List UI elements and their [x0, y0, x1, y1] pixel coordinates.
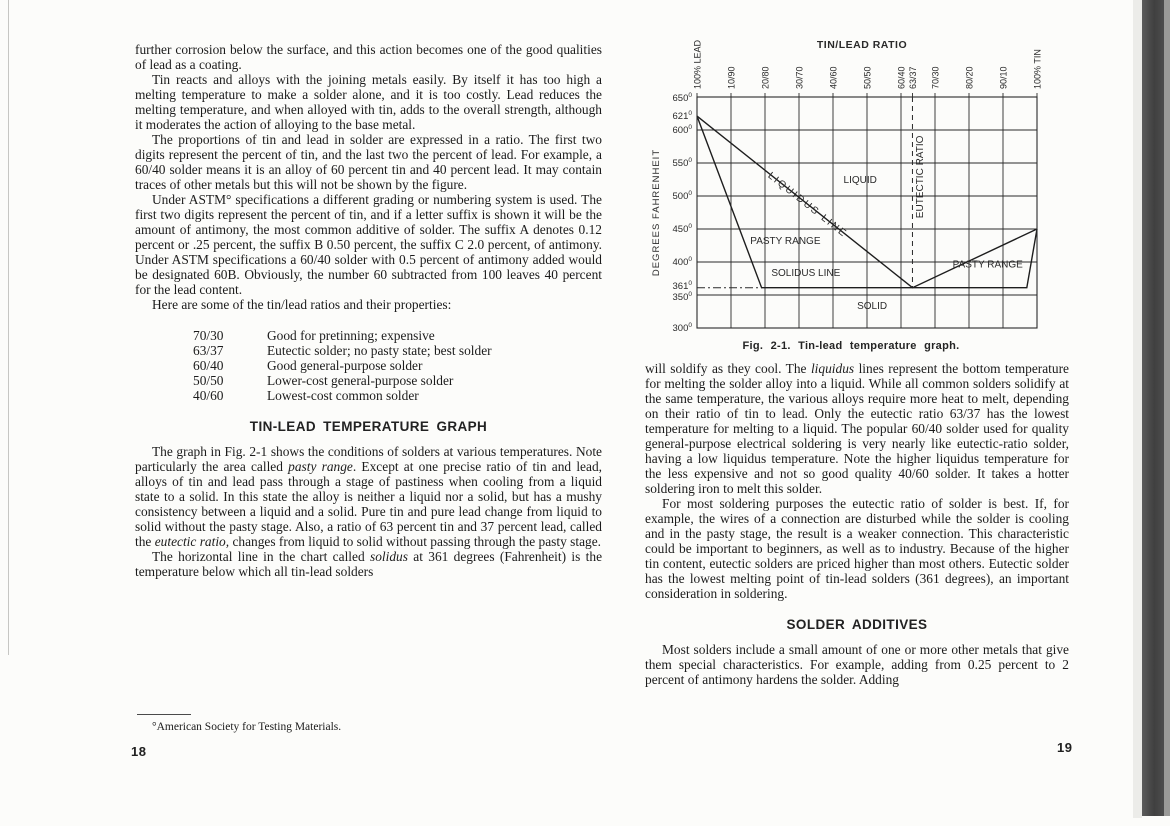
- book-binding-shadow: [1142, 0, 1164, 816]
- ratio-description: Good general-purpose solder: [267, 358, 423, 373]
- table-row: [193, 373, 602, 388]
- footnote: °American Society for Testing Materials.: [152, 721, 342, 733]
- chart-title: TIN/LEAD RATIO: [816, 39, 908, 51]
- table-row: [193, 358, 602, 373]
- svg-text:3610: $361^0$: [672, 280, 692, 293]
- annotation-solidus-line: SOLIDUS LINE: [771, 267, 841, 279]
- svg-text:5500: $550^0$: [672, 157, 692, 169]
- svg-text:6500: $650^0$: [672, 92, 692, 104]
- paragraph-continuation: [645, 361, 1069, 496]
- table-row: [193, 343, 602, 358]
- ratio-description: Lower-cost general-purpose solder: [267, 373, 454, 388]
- gridlines: [697, 93, 1037, 328]
- ratio-value: 70/30: [193, 328, 224, 343]
- text-run: . Except at one precise ratio of tin and lead, alloys of tin and lead pass through a stage of pastiness when cooling from a liquid state to a solid. In this state the alloy is neither a liquid nor a solid, but has a mushy consistency between a liquid and a solid. Pure tin and pure lead change from liquid to solid without the pasty stage. Also, a ratio of 63 percent tin and 37 percent lead, called the: [135, 459, 602, 549]
- paragraph-continuation: further corrosion below the surface, and this action becomes one of the good qualities of lead as a coating.: [135, 42, 602, 72]
- svg-text:100% TIN: 100% TIN: [1032, 49, 1043, 89]
- paragraph: Here are some of the tin/lead ratios and their properties:: [152, 297, 452, 312]
- svg-text:63/37: 63/37: [907, 66, 918, 89]
- figure-caption: Fig. 2-1. Tin-lead temperature graph.: [742, 340, 960, 352]
- ratio-description: Eutectic solder; no pasty state; best solder: [267, 343, 492, 358]
- svg-text:4500: $450^0$: [672, 223, 692, 235]
- annotation-eutectic-ratio: EUTECTIC RATIO: [915, 135, 927, 219]
- paragraph: Under ASTM° specifications a different grading or numbering system is used. The first two digits represent the percent of tin, and if a letter suffix is shown it will be the amount of antimony, the most common additive of solder. The suffix A denotes 0.12 percent or .25 percent, the suffix B 0.50 percent, the suffix C 2.0 percent, of antimony. Under ASTM specifications a 60/40 solder with 0.5 percent of antimony added would be designated 60B. Obviously, the number 60 subtracted from 100 leaves 40 percent for the lead content.: [135, 192, 602, 297]
- table-row: [193, 388, 602, 403]
- svg-text:30/70: 30/70: [794, 66, 805, 89]
- left-page-text-column: [135, 42, 602, 579]
- italic-term: pasty range: [288, 459, 353, 474]
- paragraph: Tin reacts and alloys with the joining metals easily. By itself it has too high a melting temperature to make a solder alone, and it is too costly. Lead reduces the melting temperature, and when alloyed with tin, adds to the overall strength, although it moderates the action of alloying to the base metal.: [135, 72, 602, 132]
- italic-term: solidus: [369, 549, 408, 564]
- y-axis-labels: [673, 92, 693, 332]
- ratio-table: [193, 328, 602, 403]
- paragraph: For most soldering purposes the eutectic ratio of solder is best. If, for example, the wires of a connection are disturbed while the solder is cooling and in the pasty stage, the result is a weaker connection. This characteristic could be important to beginners, as well as to industry. Because of the higher tin content, eutectic solders are priced higher than most others. Eutectic solder has the lowest melting point of tin-lead solders (361 degrees), an important consideration in soldering.: [645, 496, 1069, 601]
- svg-text:10/90: 10/90: [726, 66, 737, 89]
- svg-text:40/60: 40/60: [828, 66, 839, 89]
- section-heading: TIN-LEAD TEMPERATURE GRAPH: [249, 419, 488, 434]
- ratio-value: 60/40: [193, 358, 224, 373]
- ratio-description: Good for pretinning; expensive: [267, 328, 435, 343]
- svg-text:80/20: 80/20: [964, 66, 975, 89]
- italic-term: liquidus: [810, 361, 855, 376]
- annotation-liquidus-line: LIQUIDUS LINE: [765, 170, 850, 241]
- svg-text:90/10: 90/10: [998, 66, 1009, 89]
- svg-text:3500: $350^0$: [672, 291, 692, 303]
- ratio-value: 50/50: [193, 373, 224, 388]
- paragraph: [135, 549, 602, 579]
- svg-text:4000: $400^0$: [672, 256, 692, 268]
- page-number: 19: [1057, 740, 1073, 755]
- text-run: The graph in Fig. 2-1 shows the conditions of solders at various temperatures. Note particularly the area called: [135, 444, 602, 474]
- book-edge: [1164, 0, 1170, 816]
- ratio-description: Lowest-cost common solder: [267, 388, 419, 403]
- text-run: changes from liquid to solid without passing through the pasty stage.: [229, 534, 602, 549]
- text-run: will soldify as they cool. The: [645, 361, 811, 376]
- ratio-value: 40/60: [193, 388, 224, 403]
- figure-2-1: [645, 28, 1057, 352]
- text-run: lines represent the bottom temperature for melting the solder alloy into a liquid. While all common solders solidify at the same temperature, the various alloys require more heat to melt, depending on their ratio of tin to lead. Only the eutectic ratio 63/37 has the lowest temperature for melting to a liquid. The popular 60/40 solder used for quality general-purpose electrical soldering is very nearly like eutectic-ratio solder, having a low liquidus temperature. Note the higher liquidus temperature for the less expensive and not so good quality 40/60 solder. It takes a hotter soldering iron to melt this solder.: [645, 361, 1069, 496]
- tin-lead-temperature-chart: [645, 28, 1057, 332]
- annotation-solid: SOLID: [857, 300, 888, 312]
- svg-text:5000: $500^0$: [672, 190, 692, 202]
- ratio-value: 63/37: [193, 343, 224, 358]
- page-number: 18: [131, 744, 147, 759]
- svg-text:70/30: 70/30: [930, 66, 941, 89]
- section-heading: SOLDER ADDITIVES: [786, 617, 928, 632]
- paragraph: [135, 444, 602, 549]
- text-run: at 361 degrees (Fahrenheit) is the temperature below which all tin-lead solders: [135, 549, 603, 579]
- annotation-pasty-range: PASTY RANGE: [750, 236, 821, 248]
- annotation-liquid: LIQUID: [843, 174, 877, 186]
- page-edge-line: [8, 0, 9, 655]
- footnote-rule: [137, 714, 191, 715]
- table-row: [193, 328, 602, 343]
- svg-text:100% LEAD: 100% LEAD: [692, 39, 703, 89]
- right-page-text-column: [645, 361, 1069, 687]
- svg-text:3000: $300^0$: [672, 322, 692, 332]
- paragraph: Most solders include a small amount of one or more other metals that give them special characteristics. For example, adding from 0.25 percent to 2 percent of antimony hardens the solder. Adding: [645, 642, 1069, 687]
- svg-text:50/50: 50/50: [862, 66, 873, 89]
- italic-term: eutectic ratio,: [154, 534, 230, 549]
- y-axis-title: DEGREES FAHRENHEIT: [651, 148, 662, 277]
- svg-text:60/40: 60/40: [896, 66, 907, 89]
- text-run: The horizontal line in the chart called: [152, 549, 370, 564]
- annotation-pasty-range: PASTY RANGE: [952, 259, 1023, 271]
- paragraph: The proportions of tin and lead in solder are expressed in a ratio. The first two digits represent the percent of tin, and the last two the percent of lead. For example, a 60/40 solder means it is an alloy of 60 percent tin and 40 percent lead. It may contain traces of other metals but this will not be shown by the figure.: [135, 132, 602, 192]
- page-gutter-gap: [1133, 0, 1142, 818]
- svg-text:20/80: 20/80: [760, 66, 771, 89]
- svg-text:6000: $600^0$: [672, 124, 692, 136]
- svg-text:6210: $621^0$: [672, 110, 692, 123]
